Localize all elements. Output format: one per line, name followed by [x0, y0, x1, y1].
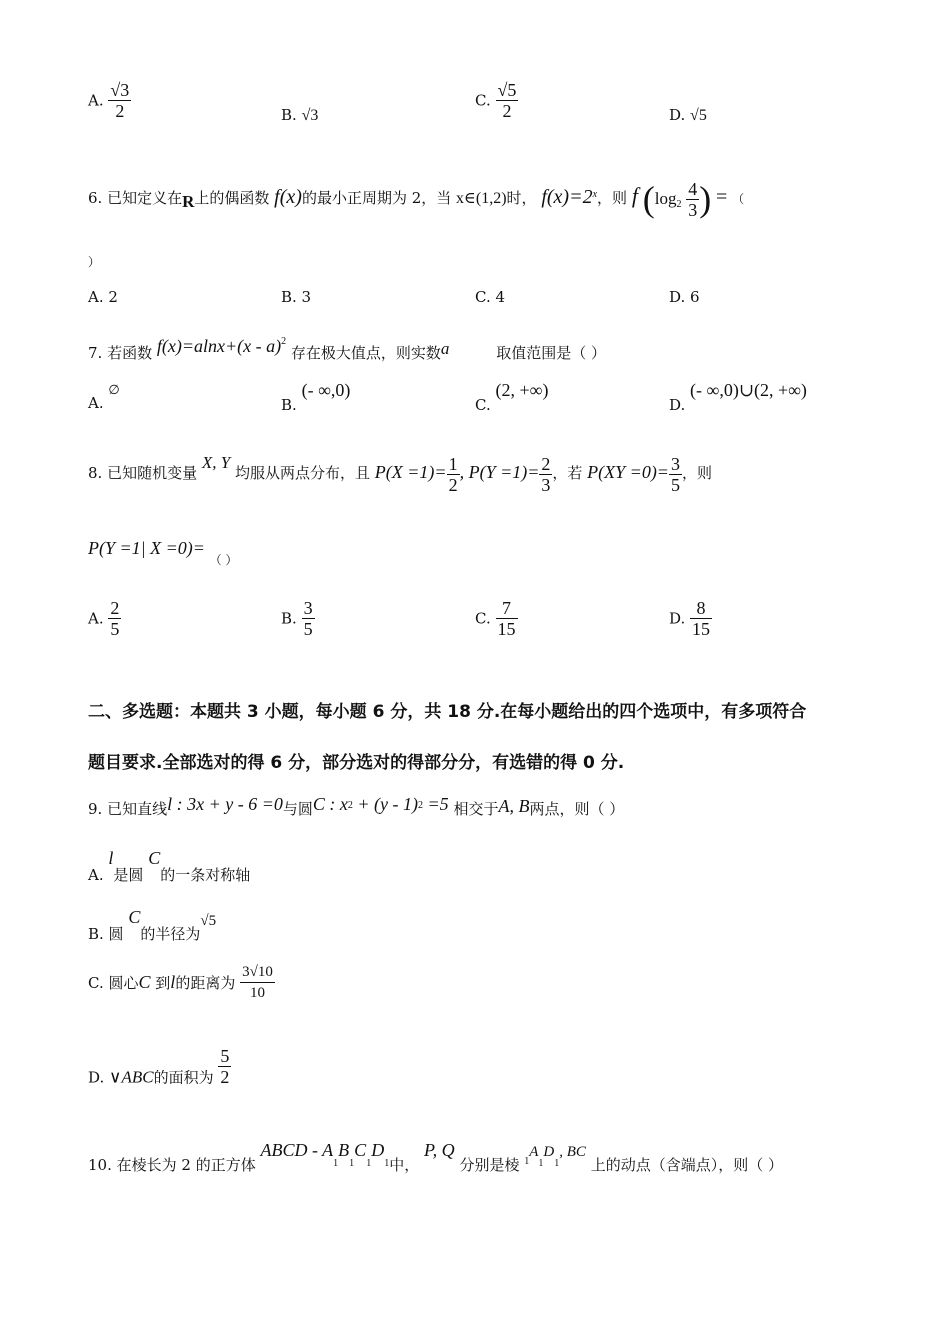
q6-text-2: 上的偶函数	[194, 189, 270, 207]
q7-option-c-label: C.	[475, 396, 491, 414]
q8-stem	[88, 436, 712, 500]
q9-circle-sq-1: 2	[347, 800, 353, 811]
q6-text-4: 时，	[506, 189, 537, 207]
q7-option-c-value: (2, +∞)	[495, 380, 549, 400]
q8-a-num: 2	[110, 598, 120, 618]
q8-option-c-label: C.	[475, 609, 491, 628]
q9-circle-eq-3: =5	[423, 794, 449, 814]
q10-edge-a: A	[529, 1144, 539, 1160]
q9-text-1: 9. 已知直线	[88, 800, 168, 818]
q7-expr: f(x)=alnx+(x - a)	[156, 336, 282, 356]
q5-option-c-label: C.	[475, 91, 491, 110]
q8-p3-den: 5	[670, 474, 680, 495]
q5-option-d-label: D.	[669, 106, 686, 124]
q8-option-d-label: D.	[669, 609, 686, 628]
q8-text-2: 均服从两点分布，且	[235, 464, 371, 482]
q6-stem: 6. 已知定义在R上的偶函数 f(x)的最小正周期为 2，当 x∈(1,2)时， $f(x)=2^x$，则 f ($\log_2$ $\frac{4}{3}$ ) = （	[88, 178, 745, 220]
q9-b-value: √5	[200, 913, 217, 929]
q6-frac-den: 3	[688, 199, 698, 220]
q10-stem	[88, 1130, 783, 1185]
q10-cube-d: D	[371, 1140, 385, 1160]
q5-option-b-label: B.	[281, 106, 297, 124]
q8-a-den: 5	[110, 619, 120, 639]
q6-fx: (x)	[279, 186, 302, 208]
q9-c-frac	[240, 962, 275, 1003]
q8-option-a-label: A.	[88, 609, 104, 628]
q8-blank: （ ）	[209, 553, 238, 567]
q8-p2: , P(Y =1)=	[459, 462, 540, 482]
q8-b-den: 5	[303, 619, 313, 639]
q10-text-3: 分别是棱	[459, 1156, 520, 1174]
q10-cube-c: C	[354, 1140, 367, 1160]
q7-option-b-label: B.	[281, 396, 297, 414]
q10-points: P, Q	[423, 1140, 455, 1160]
q9-d-num: 5	[220, 1046, 230, 1066]
q10-edge-sub-a: 1	[538, 1158, 544, 1169]
q8-option-b	[281, 598, 315, 639]
q9-c-center: C	[138, 972, 151, 992]
q8-option-c	[475, 598, 518, 639]
q8-text-4: ，则	[681, 464, 712, 482]
q8-text-1: 8. 已知随机变量	[88, 464, 198, 482]
q8-p1: P(X =1)=	[374, 462, 447, 482]
q10-cube-b: B	[338, 1140, 350, 1160]
q9-c-text-2: 的距离为	[175, 974, 236, 992]
q5-c-den: 2	[496, 100, 519, 121]
q9-d-frac	[218, 1046, 231, 1087]
q9-b-circle: C	[128, 907, 141, 927]
q9-c-den: 10	[240, 982, 275, 1003]
q9-a-text-1: 是圆	[113, 866, 144, 884]
q6-f-outer: f	[631, 183, 638, 208]
q6-log-base: 2	[676, 199, 682, 210]
q6-real-set: R	[182, 192, 195, 211]
q6-option-b: B. 3	[281, 288, 312, 306]
q6-equals: =	[716, 186, 728, 208]
q8-b-num: 3	[303, 598, 313, 618]
q10-text-4: 上的动点（含端点），则（ ）	[590, 1156, 783, 1174]
q7-option-c	[475, 380, 548, 414]
section2-heading-line1: 二、多选题：本题共 3 小题，每小题 6 分，共 18 分.在每小题给出的四个选项中，有多项符合	[88, 702, 807, 722]
q10-sub-d: 1	[384, 1158, 390, 1169]
q5-option-d	[669, 106, 707, 125]
q6-option-a: A. 2	[88, 288, 118, 306]
q7-option-d-value: (- ∞,0)∪(2, +∞)	[690, 380, 807, 400]
q9-option-d-label: D.	[88, 1068, 105, 1087]
q9-b-text: 的半径为	[140, 925, 201, 943]
q5-option-a-fraction	[108, 80, 131, 121]
q6-option-d: D. 6	[669, 288, 700, 306]
q8-p3: P(XY =0)=	[587, 462, 669, 482]
q8-option-b-label: B.	[281, 609, 297, 628]
q7-square: 2	[281, 336, 287, 347]
q10-sub-b: 1	[349, 1158, 355, 1169]
q9-option-d	[88, 1046, 231, 1088]
q7-option-a	[88, 380, 120, 412]
q6-exponent: x	[592, 189, 598, 200]
q5-option-c	[475, 80, 518, 121]
q9-circle-eq: C : x	[312, 794, 348, 814]
q5-option-b	[281, 106, 318, 125]
q9-a-circle: C	[148, 848, 161, 868]
q9-option-a	[88, 843, 250, 890]
q9-a-line: l	[108, 848, 114, 868]
q5-c-num: √5	[497, 80, 517, 100]
q10-sub-c: 1	[366, 1158, 372, 1169]
q8-d-den: 15	[692, 619, 711, 639]
q10-edge-sub-lead: 1	[524, 1156, 530, 1167]
q10-edge-bc: , BC	[559, 1144, 586, 1160]
q5-option-a-label: A.	[88, 91, 104, 110]
q8-c-den: 15	[497, 619, 516, 639]
q7-text-2: 存在极大值点，则实数	[290, 344, 441, 362]
q6-text-1: 6. 已知定义在	[88, 189, 183, 207]
q9-circle-sq-2: 2	[418, 800, 423, 811]
q9-stem	[88, 786, 624, 827]
q8-p3-frac	[669, 454, 682, 495]
q6-fraction	[686, 179, 699, 220]
q6-text-3: 的最小正周期为 2，当	[301, 189, 452, 207]
q9-text-2: 与圆	[282, 800, 313, 818]
q6-condition: x∈(1,2)	[456, 190, 507, 207]
q8-p1-den: 2	[448, 474, 458, 495]
q6-f: f	[274, 186, 280, 208]
q8-p1-num: 1	[448, 453, 458, 474]
q8-text-3: ，若	[552, 464, 583, 482]
q7-option-b-value: (- ∞,0)	[301, 380, 351, 400]
q9-line-eq: l : 3x + y - 6 =0	[167, 794, 283, 814]
q9-c-num: 3√10	[242, 964, 273, 980]
q9-c-text-1: 到	[155, 974, 171, 992]
q9-option-b	[88, 902, 216, 949]
q5-option-a	[88, 80, 131, 121]
q7-text-3: 取值范围是（ ）	[496, 344, 606, 362]
q9-circle-eq-2: + (y - 1)	[352, 794, 418, 814]
q10-sub-a: 1	[333, 1158, 339, 1169]
q9-option-c-label: C. 圆心	[88, 974, 139, 992]
q8-p3-num: 3	[670, 453, 680, 474]
q9-points: A, B	[498, 796, 530, 816]
q10-text-1: 10. 在棱长为 2 的正方体	[88, 1156, 256, 1174]
q10-edge-sub-d: 1	[554, 1158, 560, 1169]
q8-option-a	[88, 598, 121, 639]
q9-c-line: l	[170, 972, 176, 992]
q9-d-text: 的面积为	[153, 1068, 214, 1087]
q5-a-num: √3	[110, 80, 130, 100]
q8-conditional: P(Y =1| X =0)=	[88, 538, 205, 558]
q5-option-b-value: √3	[301, 107, 319, 124]
q8-option-d-frac	[690, 598, 712, 639]
q9-a-text-2: 的一条对称轴	[160, 866, 251, 884]
q9-d-den: 2	[220, 1067, 230, 1087]
q5-a-den: 2	[108, 100, 131, 121]
q5-option-c-fraction	[496, 80, 519, 121]
q9-text-3: 相交于	[453, 800, 499, 818]
q6-text-5: ，则	[597, 189, 628, 207]
q6-frac-num: 4	[688, 178, 698, 199]
q7-option-a-label: A.	[88, 394, 104, 412]
q10-cube: ABCD - A	[260, 1140, 334, 1160]
q8-option-d	[669, 598, 712, 639]
q8-c-num: 7	[502, 598, 511, 618]
q7-option-d	[669, 380, 807, 414]
q10-text-2: 中，	[389, 1156, 420, 1174]
q9-d-triangle: ∨ABC	[109, 1067, 154, 1087]
q6-expr: f(x)=2	[541, 186, 593, 208]
q9-option-c	[88, 962, 275, 1003]
q10-edge-d: D	[543, 1144, 555, 1160]
q9-option-a-label: A.	[88, 866, 104, 884]
q9-text-4: 两点，则（ ）	[529, 800, 625, 818]
q9-option-b-label: B. 圆	[88, 925, 124, 943]
q7-text-1: 7. 若函数	[88, 344, 153, 362]
q8-vars: X, Y	[201, 453, 231, 472]
q8-d-num: 8	[696, 598, 706, 618]
q7-stem	[88, 322, 606, 373]
section2-heading-line2: 题目要求.全部选对的得 6 分，部分选对的得部分分，有选错的得 0 分.	[88, 753, 625, 773]
q7-option-d-label: D.	[669, 396, 686, 414]
q6-blank-close: ）	[88, 255, 101, 269]
q5-option-d-value: √5	[690, 107, 707, 124]
q8-option-c-frac	[496, 598, 518, 639]
q8-option-b-frac	[302, 598, 315, 639]
q6-blank-open: （	[732, 192, 745, 206]
q8-p2-num: 2	[541, 453, 551, 474]
q8-p2-den: 3	[541, 474, 551, 495]
q6-option-c: C. 4	[475, 288, 506, 306]
q7-option-b	[281, 380, 350, 414]
q8-option-a-frac	[108, 598, 121, 639]
q7-var-a: a	[440, 339, 450, 358]
q8-p1-frac	[447, 454, 460, 495]
q7-option-a-value: ∅	[108, 382, 120, 397]
q8-question-line	[88, 538, 238, 568]
q6-log: log	[654, 189, 677, 208]
q8-p2-frac	[539, 454, 552, 495]
